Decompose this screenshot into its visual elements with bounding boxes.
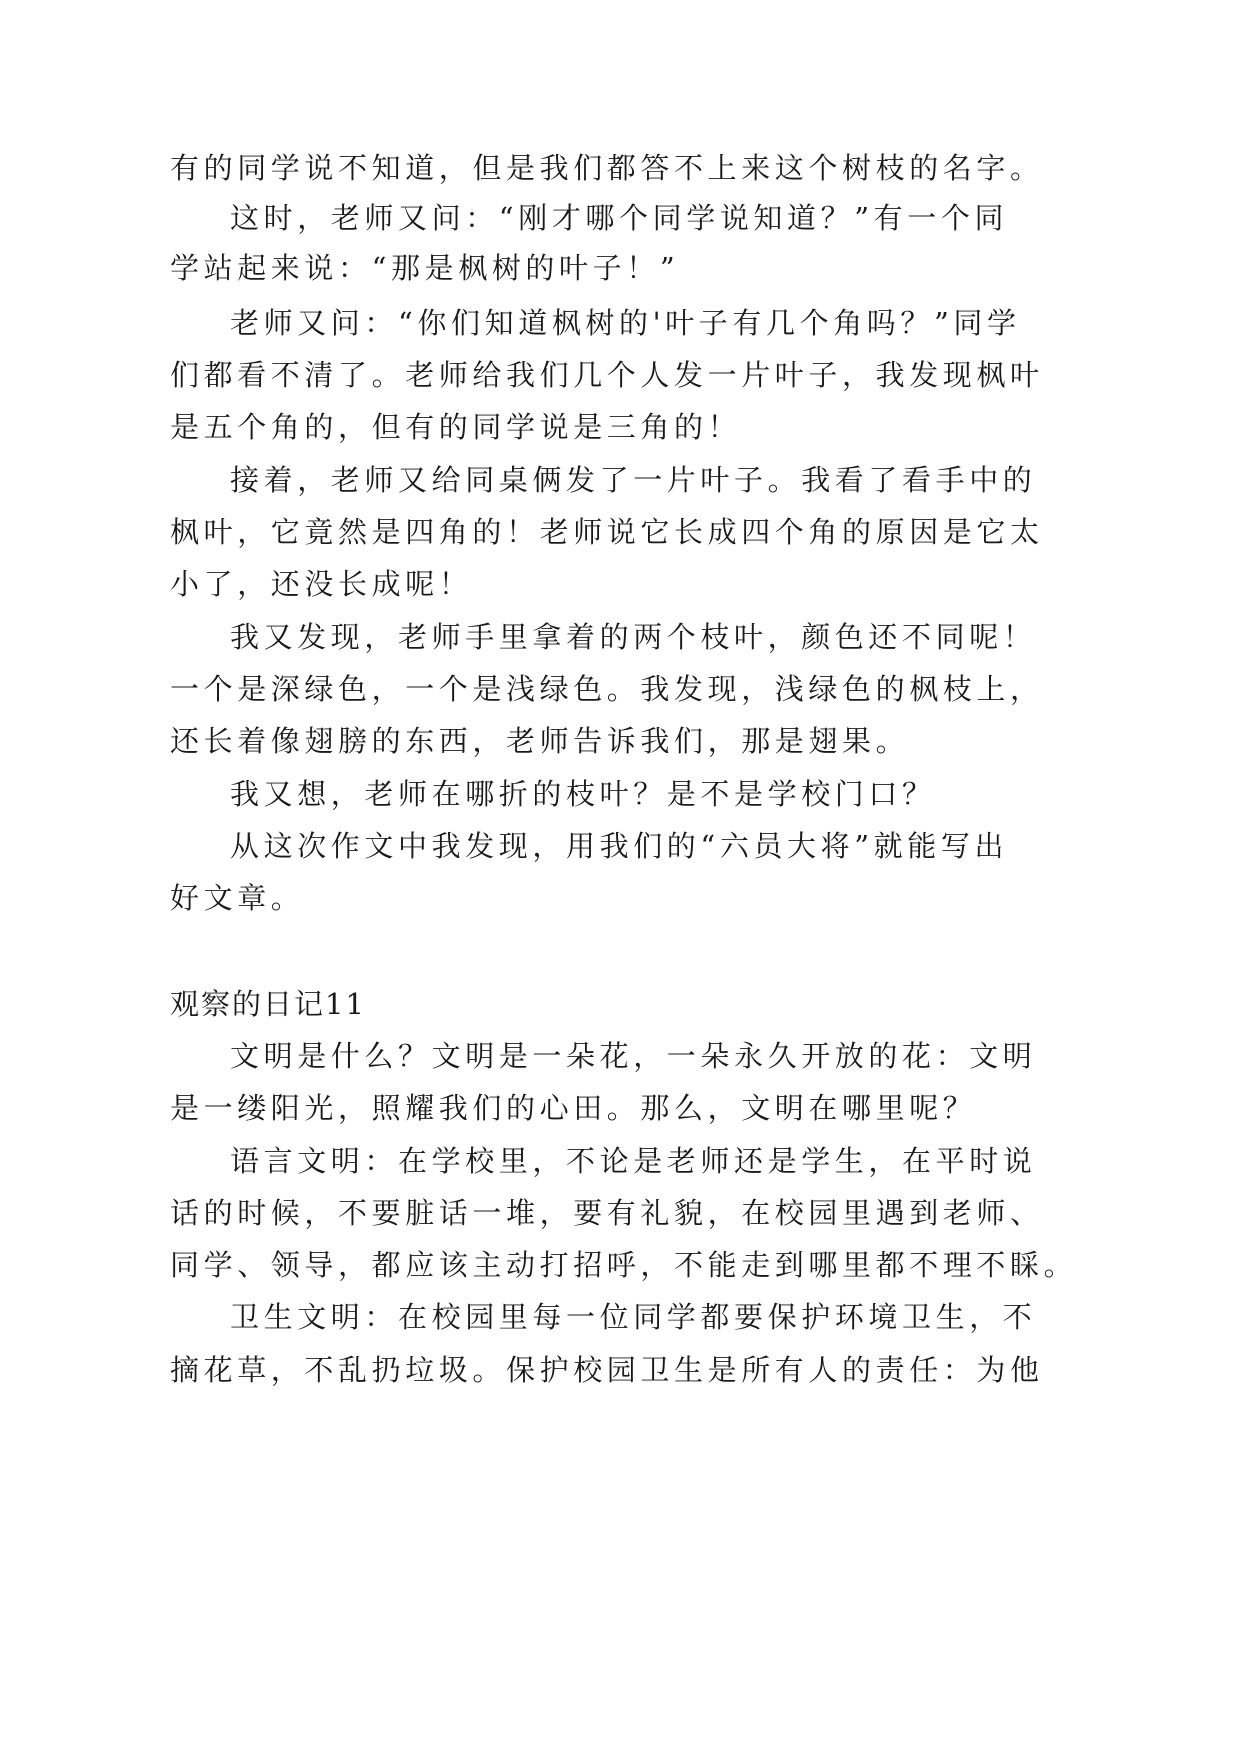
text-line: 同学、领导，都应该主动打招呼，不能走到哪里都不理不睬。 [170, 1248, 1078, 1282]
paragraph-start-line: 从这次作文中我发现，用我们的“六员大将”就能写出 [230, 829, 1009, 863]
text-line: 是五个角的，但有的同学说是三角的！ [170, 410, 742, 444]
paragraph-start-line: 我又想，老师在哪折的枝叶？是不是学校门口？ [230, 777, 936, 811]
text-line: 一个是深绿色，一个是浅绿色。我发现，浅绿色的枫枝上， [170, 672, 1044, 706]
text-line: 小了，还没长成呢！ [170, 567, 473, 601]
text-line: 好文章。 [170, 881, 305, 915]
text-line: 还长着像翅膀的东西，老师告诉我们，那是翅果。 [170, 724, 910, 758]
text-line: 学站起来说：“那是枫树的叶子！” [170, 251, 680, 285]
paragraph-start-line: 卫生文明：在校园里每一位同学都要保护环境卫生，不 [230, 1300, 1037, 1334]
text-line: 有的同学说不知道，但是我们都答不上来这个树枝的名字。 [170, 151, 1044, 185]
text-line: 枫叶，它竟然是四角的！老师说它长成四个角的原因是它太 [170, 515, 1044, 549]
paragraph-start-line: 我又发现，老师手里拿着的两个枝叶，颜色还不同呢！ [230, 620, 1037, 654]
section-title: 观察的日记11 [170, 987, 366, 1021]
paragraph-start-line: 文明是什么？文明是一朵花，一朵永久开放的花：文明 [230, 1039, 1037, 1073]
text-line: 是一缕阳光，照耀我们的心田。那么，文明在哪里呢？ [170, 1091, 977, 1125]
paragraph-start-line: 语言文明：在学校里，不论是老师还是学生，在平时说 [230, 1144, 1037, 1178]
text-line: 们都看不清了。老师给我们几个人发一片叶子，我发现枫叶 [170, 358, 1044, 392]
paragraph-start-line: 接着，老师又给同桌俩发了一片叶子。我看了看手中的 [230, 463, 1037, 497]
text-line: 摘花草，不乱扔垃圾。保护校园卫生是所有人的责任：为他 [170, 1353, 1044, 1387]
text-line: 话的时候，不要脏话一堆，要有礼貌，在校园里遇到老师、 [170, 1196, 1044, 1230]
paragraph-start-line: 这时，老师又问：“刚才哪个同学说知道？”有一个同 [230, 201, 1009, 235]
paragraph-start-line: 老师又问：“你们知道枫树的'叶子有几个角吗？”同学 [230, 306, 1021, 340]
